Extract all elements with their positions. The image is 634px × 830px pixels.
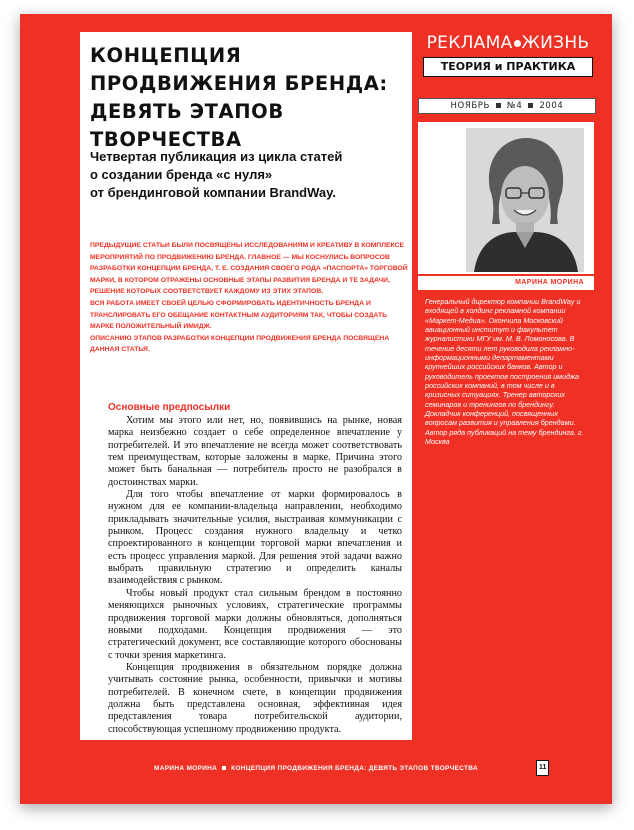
author-bio: Генеральный директор компании BrandWay и входящей в холдинг рекламной компании «Маркет-Медиа». Окончила Московский авиационный институт и факультет журналистики МГУ им. М. В. Ломоносова. В течение десяти лет руководила рекламно-информационными департаментами крупнейших российских банков. Автор и руководитель проектов построения имиджа российских компаний, в том числе и в кризисных ситуациях. Тренер авторских семинаров и тренингов по брендингу. Докладчик конференций, посвященных вопросам развития и управления брендами. Автор ряда публикаций на тему брендинга. г. Москва (425, 297, 584, 447)
magazine-page (20, 14, 612, 804)
section-heading: Основные предпосылки (108, 402, 231, 413)
logo-dot-icon (514, 40, 521, 47)
footer-author: МАРИНА МОРИНА (154, 765, 218, 772)
magazine-logo (418, 32, 598, 84)
author-portrait-icon (466, 128, 584, 272)
lead-paragraph: ПРЕДЫДУЩИЕ СТАТЬИ БЫЛИ ПОСВЯЩЕНЫ ИССЛЕДОВАНИЯМ И КРЕАТИВУ В КОМПЛЕКСЕ МЕРОПРИЯТИЙ ПО ПРОДВИЖЕНИЮ БРЕНДА. ГЛАВНОЕ — МЫ КОСНУЛИСЬ ВОПРОСОВ РАЗРАБОТКИ КОНЦЕПЦИИ БРЕНДА, Т. Е. СОЗДАНИЯ СВОЕГО РОДА «ПАСПОРТА» ТОРГОВОЙ МАРКИ, В КОТОРОМ ОТРАЖЕНЫ ОСНОВНЫЕ ЭТАПЫ РАЗВИТИЯ БРЕНДА И ТЕ ЗАДАЧИ, РЕШЕНИЕ КОТОРЫХ СООТВЕТСТВУЕТ КАЖДОМУ ИЗ ЭТИХ ЭТАПОВ. (90, 242, 408, 296)
square-bullet-icon (528, 103, 533, 108)
body-paragraph: Чтобы новый продукт стал сильным брендом в постоянно меняющихся рыночных условиях, стратегические программы продвижения торговой марки должны обновляться, дополняться новыми подходами. Концепция продвижения — это стратегический документ, все составляющие которого обоснованы с точки зрения маркетинга. (108, 587, 402, 661)
subtitle-line: от брендинговой компании BrandWay. (90, 185, 336, 200)
logo-part1: РЕКЛАМА (426, 33, 513, 53)
subtitle-line: Четвертая публикация из цикла статей (90, 149, 343, 164)
logo-subtitle: ТЕОРИЯ и ПРАКТИКА (423, 57, 593, 77)
body-paragraph: Хотим мы этого или нет, но, появившись на рынке, новая марка неизбежно создает о себе определенное впечатление у потребителей. И это впечатление не всегда может соответствовать тем преимуществам, которые заложены в марке. Причина этого может быть банальная — потребитель просто не разобрался в достоинствах марки. (108, 415, 402, 488)
page-number (536, 760, 549, 774)
page-number-box: 11 (536, 760, 549, 776)
logo-part2: ЖИЗНЬ (521, 33, 590, 53)
footer-article-title: КОНЦЕПЦИЯ ПРОДВИЖЕНИЯ БРЕНДА: ДЕВЯТЬ ЭТАПОВ ТВОРЧЕСТВА (231, 765, 478, 772)
square-bullet-icon (496, 103, 501, 108)
author-caption: МАРИНА МОРИНА (418, 276, 594, 290)
issue-date (418, 98, 596, 114)
article-title (90, 42, 410, 154)
issue-month: НОЯБРЬ (450, 101, 490, 111)
article-subtitle (90, 148, 410, 202)
title-line: ПРОДВИЖЕНИЯ БРЕНДА: (90, 72, 388, 95)
title-line: КОНЦЕПЦИЯ (90, 44, 242, 67)
issue-number: №4 (506, 101, 523, 111)
lead-paragraph: ВСЯ РАБОТА ИМЕЕТ СВОЕЙ ЦЕЛЬЮ СФОРМИРОВАТЬ ИДЕНТИЧНОСТЬ БРЕНДА И ТРАНСЛИРОВАТЬ ЕГО ОБЕЩАНИЕ КОНТАКТНЫМ АУДИТОРИЯМ ТАК, ЧТОБЫ СОЗДАТЬ МАРКЕ ПОЛОЖИТЕЛЬНЫЙ ИМИДЖ. (90, 299, 388, 331)
lead-paragraph: ОПИСАНИЮ ЭТАПОВ РАЗРАБОТКИ КОНЦЕПЦИИ ПРОДВИЖЕНИЯ БРЕНДА ПОСВЯЩЕНА ДАННАЯ СТАТЬЯ. (90, 334, 390, 354)
logo-wordmark (418, 32, 598, 54)
body-paragraph: Концепция продвижения в обязательном порядке должна учитывать состояние рынка, особенности, привычки и мотивы потребителей. В конечном счете, в концепции продвижения должна быть представлена основная, эффективная идея представления товара потребительской аудитории, способствующая успешному продвижению продукта. (108, 661, 402, 735)
title-line: ДЕВЯТЬ ЭТАПОВ ТВОРЧЕСТВА (90, 100, 284, 151)
left-red-band (20, 14, 80, 804)
issue-year: 2004 (539, 101, 564, 111)
body-paragraph: Для того чтобы впечатление от марки формировалось в нужном для ее компании-владельца направлении, необходимо прикладывать значительные усилия, выстраивая коммуникации с рынком. Процесс создания нужного владельцу и четко спроектированного в концепции торговой марки впечатления и есть процесс управления маркой. Для решения этой задачи важно выбрать правильную стратегию и определить каналы взаимодействия с рынком. (108, 489, 402, 587)
author-photo (466, 128, 584, 272)
page-footer (20, 762, 612, 776)
lead-paragraphs (90, 240, 408, 356)
author-photo-frame (418, 122, 594, 274)
article-body (108, 402, 402, 736)
square-bullet-icon (222, 766, 226, 770)
subtitle-line: о создании бренда «с нуля» (90, 167, 273, 182)
